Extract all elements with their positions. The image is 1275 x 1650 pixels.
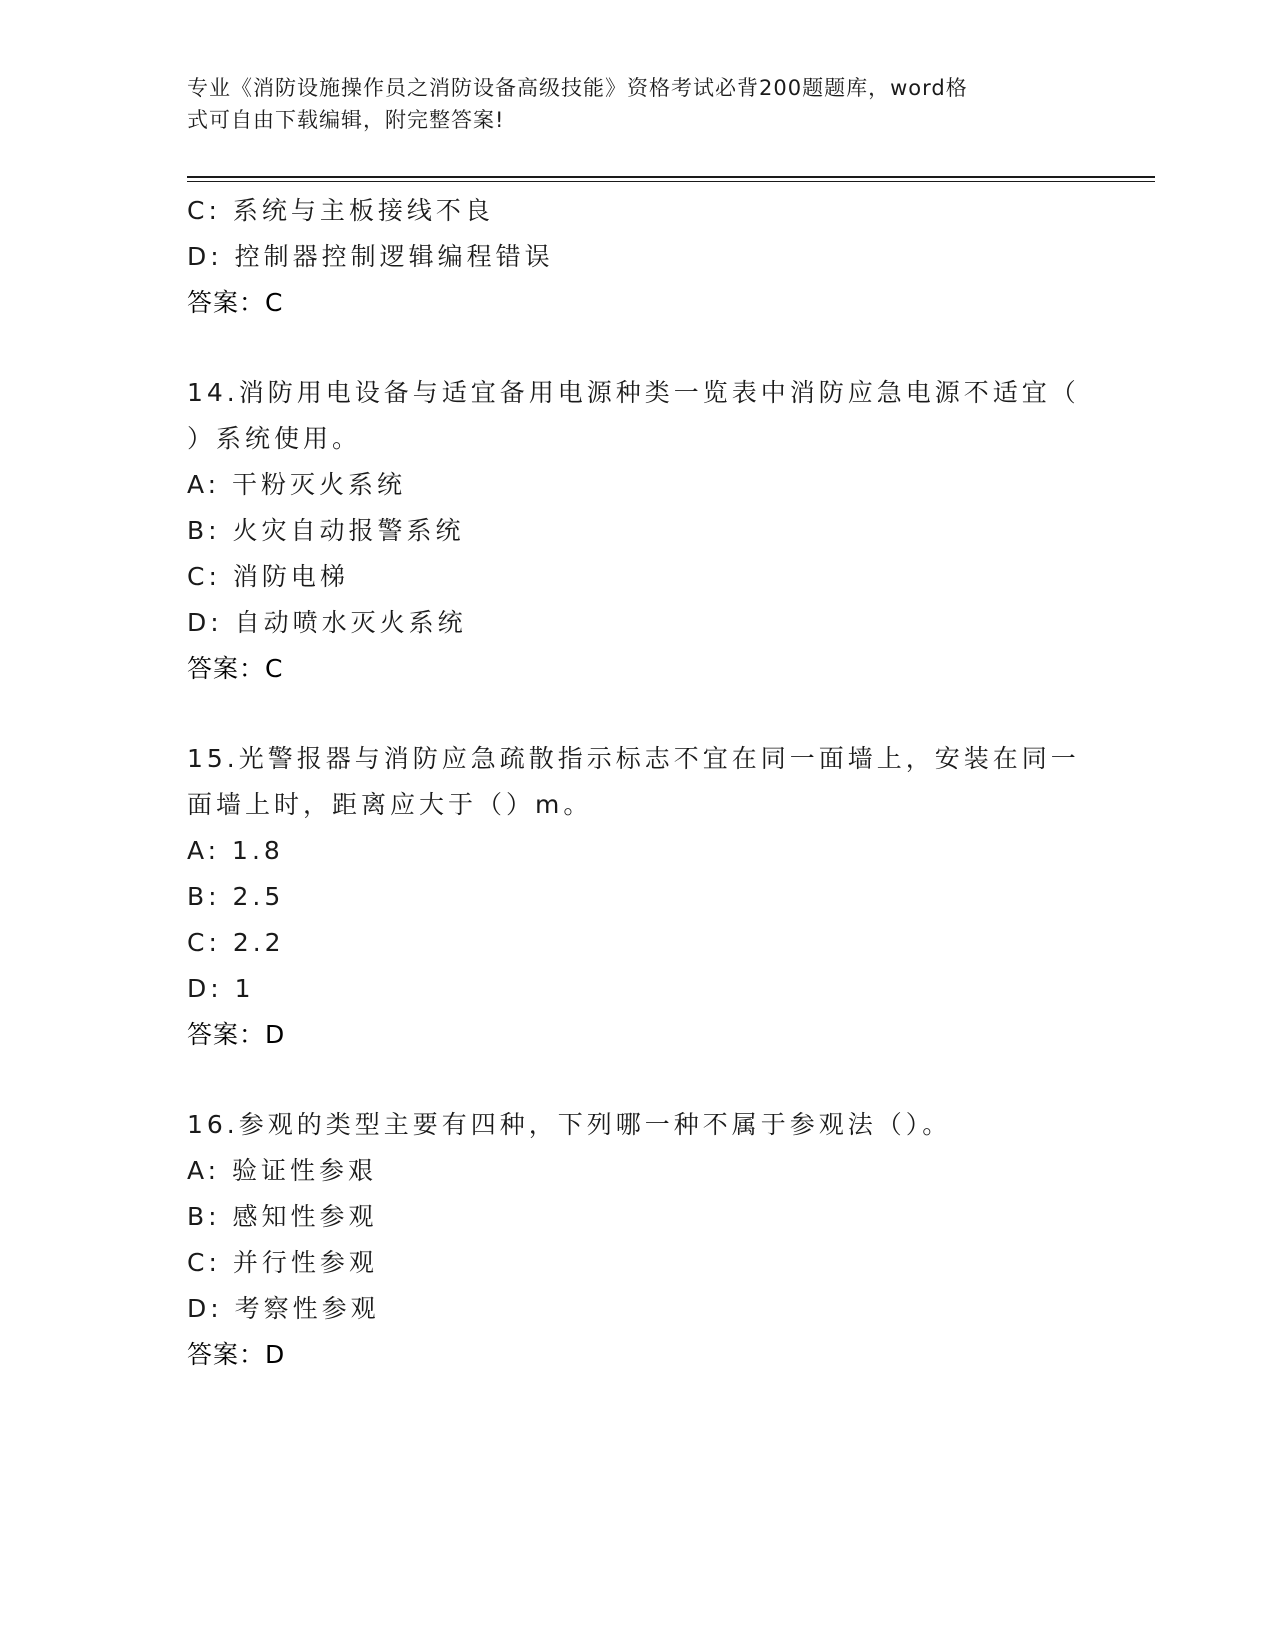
option-a: A: 1.8 bbox=[187, 836, 284, 865]
option-d: D: 自动喷水灭火系统 bbox=[187, 608, 467, 637]
option-c: C: 并行性参观 bbox=[187, 1248, 378, 1277]
spacer bbox=[187, 1058, 1087, 1102]
header-divider-thin bbox=[187, 181, 1155, 182]
option-d: D: 控制器控制逻辑编程错误 bbox=[187, 242, 554, 271]
option-b: B: 2.5 bbox=[187, 882, 285, 911]
question-stem-line: ）系统使用。 bbox=[187, 424, 362, 453]
header-line-1: 专业《消防设施操作员之消防设备高级技能》资格考试必背200题题库，word格 bbox=[187, 76, 968, 100]
option-b: B: 火灾自动报警系统 bbox=[187, 516, 465, 545]
question-14 bbox=[187, 370, 1087, 692]
question-16 bbox=[187, 1102, 1087, 1378]
spacer bbox=[187, 326, 1087, 370]
question-list bbox=[187, 188, 1087, 1378]
answer-line: 答案：C bbox=[187, 654, 284, 683]
option-a: A: 验证性参艰 bbox=[187, 1156, 378, 1185]
answer-line: 答案：D bbox=[187, 1020, 286, 1049]
spacer bbox=[187, 692, 1087, 736]
option-b: B: 感知性参观 bbox=[187, 1202, 378, 1231]
option-c: C: 消防电梯 bbox=[187, 562, 349, 591]
question-stem-line: 16.参观的类型主要有四种，下列哪一种不属于参观法（）。 bbox=[187, 1110, 952, 1139]
option-d: D: 1 bbox=[187, 974, 255, 1003]
question-stem-line: 面墙上时，距离应大于（）m。 bbox=[187, 790, 593, 819]
document-header bbox=[187, 72, 1067, 136]
header-divider-thick bbox=[187, 176, 1155, 178]
answer-line: 答案：C bbox=[187, 288, 284, 317]
option-d: D: 考察性参观 bbox=[187, 1294, 380, 1323]
question-stem-line: 15.光警报器与消防应急疏散指示标志不宜在同一面墙上，安装在同一 bbox=[187, 744, 1080, 773]
option-c: C: 2.2 bbox=[187, 928, 285, 957]
question-stem-line: 14.消防用电设备与适宜备用电源种类一览表中消防应急电源不适宜（ bbox=[187, 378, 1080, 407]
option-a: A: 干粉灭火系统 bbox=[187, 470, 407, 499]
question-15 bbox=[187, 736, 1087, 1058]
option-c: C: 系统与主板接线不良 bbox=[187, 196, 494, 225]
question-13-continued bbox=[187, 188, 1087, 326]
answer-line: 答案：D bbox=[187, 1340, 286, 1369]
header-line-2: 式可自由下载编辑，附完整答案! bbox=[187, 108, 505, 132]
